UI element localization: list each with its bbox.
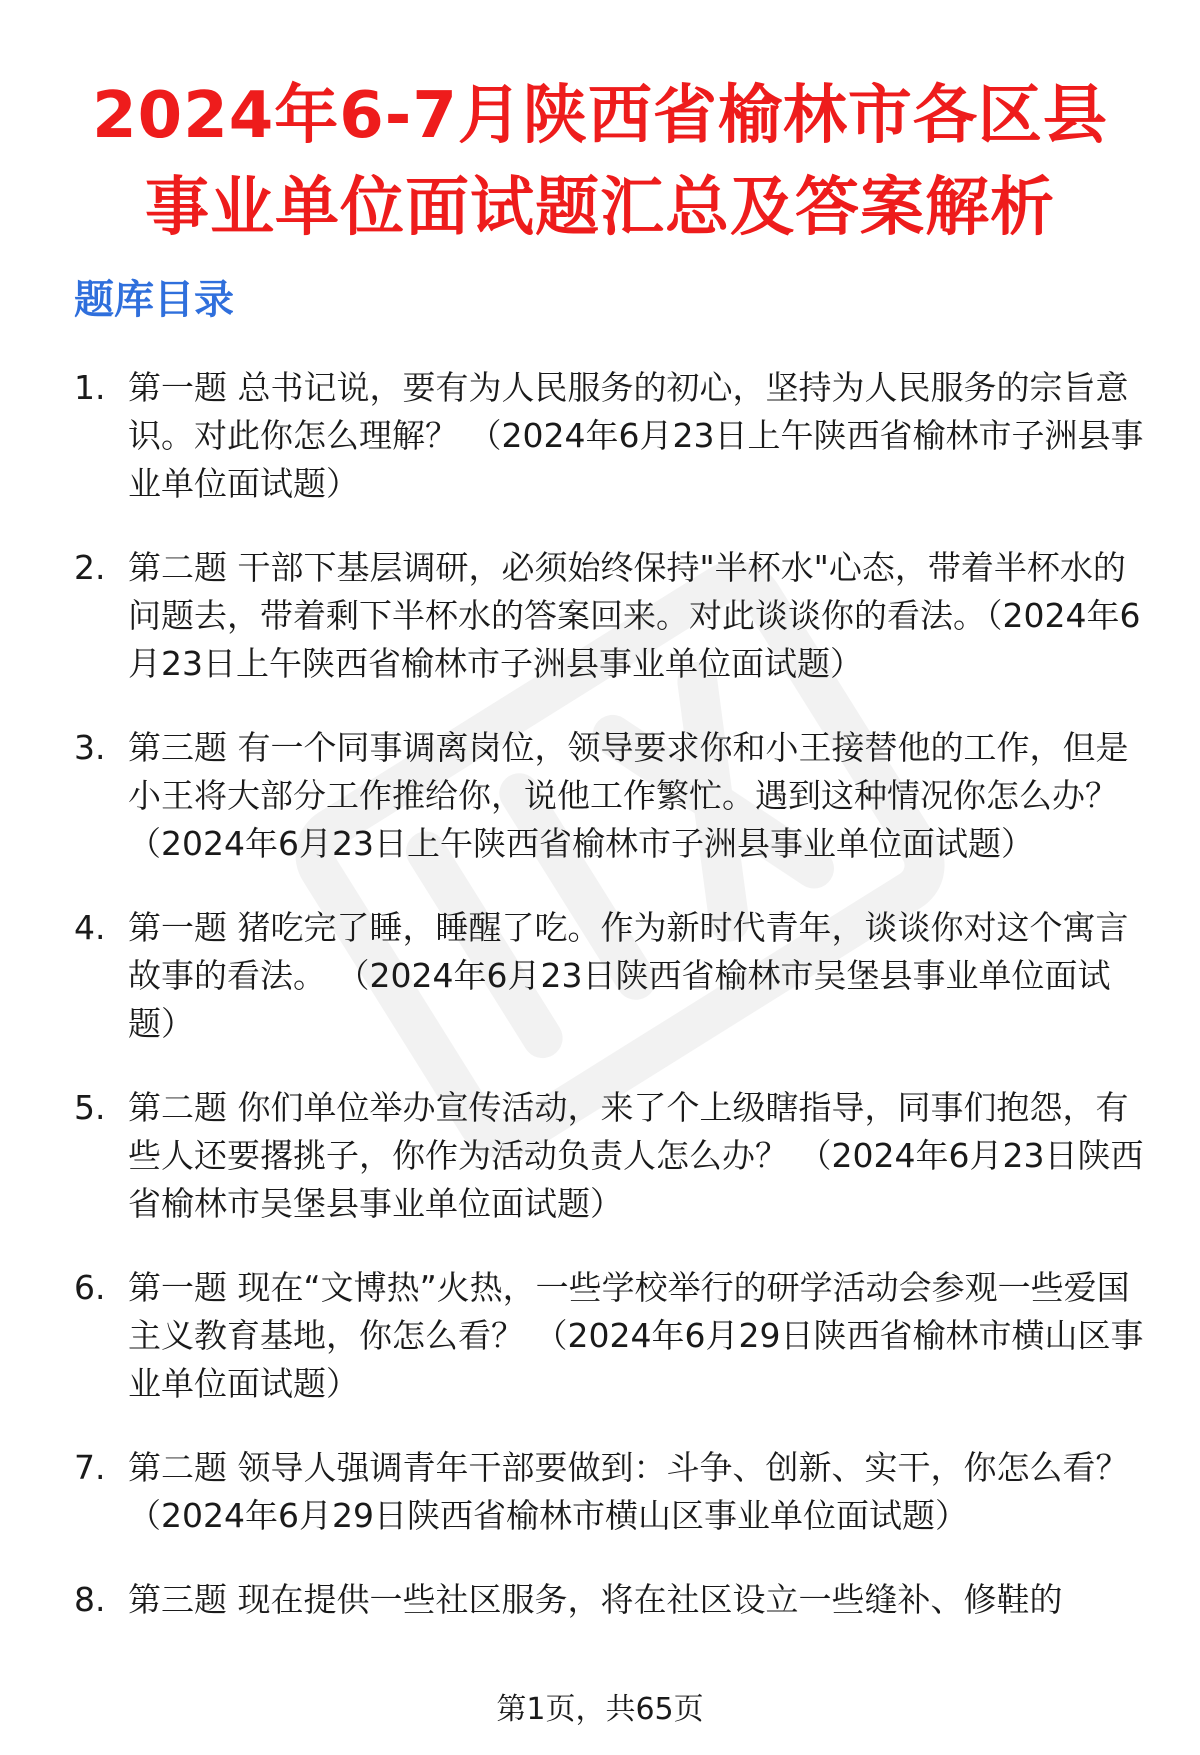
- question-item-7: [74, 1444, 1154, 1540]
- document-title-line-2: 事业单位面试题汇总及答案解析: [145, 171, 1055, 245]
- question-list: [74, 364, 1154, 1660]
- question-item-8: [74, 1576, 1154, 1624]
- question-item-6: [74, 1264, 1154, 1408]
- question-number: 5.: [74, 1088, 106, 1127]
- question-text: 第一题 现在“文博热”火热，一些学校举行的研学活动会参观一些爱国主义教育基地，你怎么看？ （2024年6月29日陕西省榆林市横山区事业单位面试题）: [128, 1268, 1144, 1403]
- question-item-4: [74, 904, 1154, 1048]
- question-text: 第二题 你们单位举办宣传活动，来了个上级瞎指导，同事们抱怨，有些人还要撂挑子，你作为活动负责人怎么办？ （2024年6月23日陕西省榆林市吴堡县事业单位面试题）: [128, 1088, 1144, 1223]
- question-number: 2.: [74, 548, 106, 587]
- toc-heading: 题库目录: [74, 277, 234, 323]
- question-text: 第一题 猪吃完了睡，睡醒了吃。作为新时代青年，谈谈你对这个寓言故事的看法。 （2024年6月23日陕西省榆林市吴堡县事业单位面试题）: [128, 908, 1129, 1043]
- question-number: 4.: [74, 908, 106, 947]
- question-item-2: [74, 544, 1154, 688]
- question-item-5: [74, 1084, 1154, 1228]
- question-number: 6.: [74, 1268, 106, 1307]
- question-item-1: [74, 364, 1154, 508]
- document-title-line-1: 2024年6-7月陕西省榆林市各区县: [92, 79, 1108, 153]
- question-number: 3.: [74, 728, 106, 767]
- question-text: 第三题 有一个同事调离岗位，领导要求你和小王接替他的工作，但是小王将大部分工作推给你，说他工作繁忙。遇到这种情况你怎么办？ （2024年6月23日上午陕西省榆林市子洲县事业单位面试题）: [128, 728, 1129, 863]
- question-number: 8.: [74, 1580, 106, 1619]
- question-number: 7.: [74, 1448, 106, 1487]
- question-item-3: [74, 724, 1154, 868]
- question-number: 1.: [74, 368, 106, 407]
- question-text: 第一题 总书记说，要有为人民服务的初心，坚持为人民服务的宗旨意识。对此你怎么理解？ （2024年6月23日上午陕西省榆林市子洲县事业单位面试题）: [128, 368, 1144, 503]
- page-footer: 第1页，共65页: [496, 1692, 704, 1727]
- question-text: 第二题 干部下基层调研，必须始终保持"半杯水"心态，带着半杯水的问题去，带着剩下半杯水的答案回来。对此谈谈你的看法。（2024年6月23日上午陕西省榆林市子洲县事业单位面试题）: [128, 548, 1141, 683]
- question-text: 第二题 领导人强调青年干部要做到：斗争、创新、实干，你怎么看？ （2024年6月29日陕西省榆林市横山区事业单位面试题）: [128, 1448, 1129, 1535]
- question-text: 第三题 现在提供一些社区服务，将在社区设立一些缝补、修鞋的: [128, 1580, 1063, 1619]
- document-title: [0, 70, 1200, 254]
